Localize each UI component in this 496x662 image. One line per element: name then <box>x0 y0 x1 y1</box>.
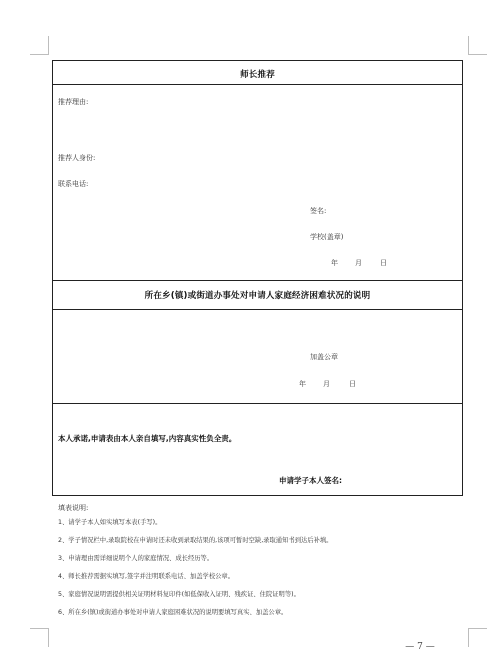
phone-label: 联系电话: <box>58 180 89 188</box>
date-day: 日 <box>380 259 387 267</box>
explanation-section-title: 所在乡(镇)或街道办事处对申请人家庭经济困难状况的说明 <box>144 291 371 301</box>
form-instructions <box>58 503 458 627</box>
applicant-sign-label: 申请学子本人签名: <box>279 476 342 485</box>
recommend-section-title: 师长推荐 <box>240 70 275 80</box>
divider <box>53 309 462 310</box>
instruction-item: 5、家庭情况说明需提供相关证明材料复印件(如低保收入证明、残疾证、住院证明等)。 <box>58 591 300 598</box>
instruction-item: 1、请学子本人如实填写本表(手写)。 <box>58 519 162 526</box>
crop-mark-bottom-right <box>468 628 487 647</box>
crop-mark-top-left <box>30 36 49 55</box>
date-month: 月 <box>355 259 362 267</box>
sign-label: 签名: <box>310 207 327 215</box>
divider <box>53 84 462 85</box>
crop-mark-top-right <box>468 36 487 55</box>
application-form-table <box>52 60 463 496</box>
instructions-title: 填表说明: <box>58 504 89 512</box>
page-number: — 7 — <box>405 642 435 652</box>
divider <box>53 403 462 404</box>
pledge-text: 本人承诺,申请表由本人亲自填写,内容真实性负全责。 <box>58 434 237 443</box>
instruction-item: 6、所在乡(镇)或街道办事处对申请人家庭困难状况的说明要填写真实、加盖公章。 <box>58 609 288 616</box>
reason-label: 推荐理由: <box>58 98 89 106</box>
date-year: 年 <box>331 259 338 267</box>
instruction-item: 2、学子情况栏中,录取院校在申请时还未收到录取结果的,该项可暂时空缺,录取通知书到达后补填。 <box>58 537 333 544</box>
identity-label: 推荐人身份: <box>58 154 96 162</box>
explanation-date-day: 日 <box>349 380 356 388</box>
explanation-date-year: 年 <box>299 380 306 388</box>
crop-mark-bottom-left <box>30 628 49 647</box>
divider <box>53 280 462 281</box>
instruction-item: 3、申请理由需详细说明个人的家庭情况、成长经历等。 <box>58 555 214 562</box>
stamp-label: 加盖公章 <box>310 353 338 361</box>
explanation-date-month: 月 <box>323 380 330 388</box>
school-stamp-label: 学校(盖章) <box>310 233 344 241</box>
instruction-item: 4、师长推荐需据实填写,签字并注明联系电话、加盖学校公章。 <box>58 573 235 580</box>
